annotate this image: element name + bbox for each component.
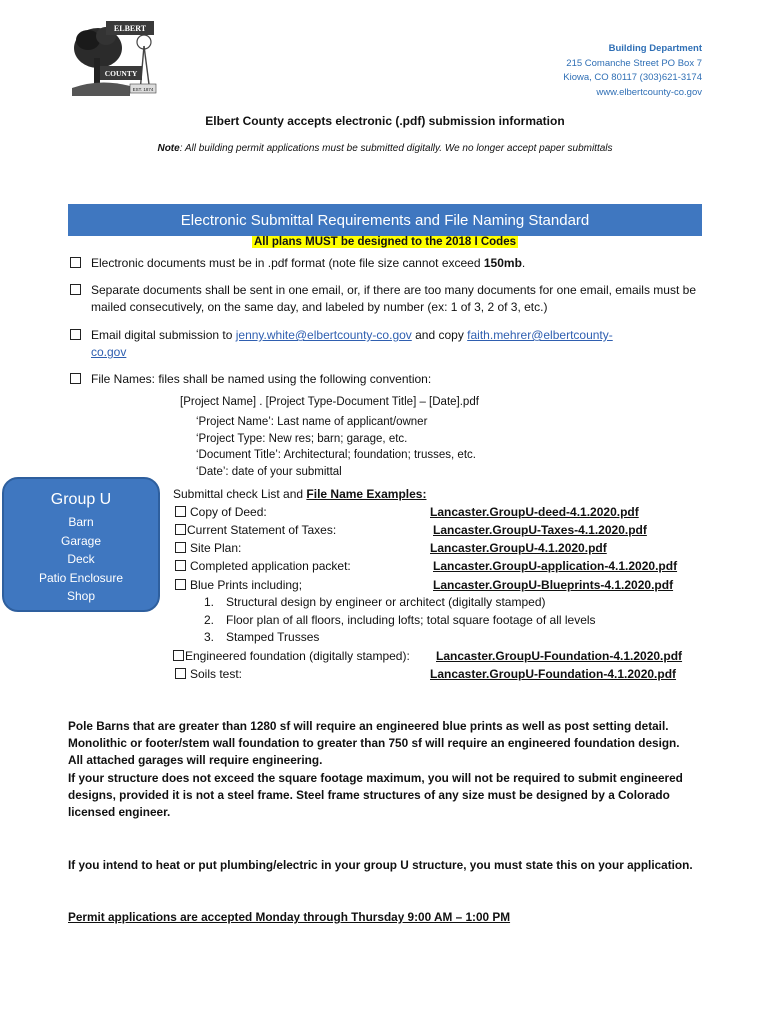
section-banner: Electronic Submittal Requirements and File Naming Standard	[68, 204, 702, 236]
group-u-title: Group U	[50, 491, 112, 508]
address-line-2: Kiowa, CO 80117 (303)621-3174	[563, 72, 702, 83]
convention-document-title: ‘Document Title’: Architectural; foundation; trusses, etc.	[196, 449, 476, 461]
group-u-item: Garage	[60, 533, 102, 548]
sublist-text: Stamped Trusses	[226, 630, 320, 644]
group-u-item: Patio Enclosure	[38, 570, 124, 585]
checkbox[interactable]	[175, 542, 186, 553]
checklist-label: Copy of Deed:	[190, 505, 267, 519]
group-u-item: Barn	[68, 515, 94, 529]
checklist-row	[175, 557, 351, 575]
sublist-number: 1.	[204, 595, 215, 609]
sublist-text: Structural design by engineer or architect (digitally stamped)	[226, 595, 546, 609]
checklist-row	[175, 665, 242, 683]
convention-project-type: ‘Project Type: New res; barn; garage, etc.	[196, 432, 408, 445]
pole-barn-paragraph	[68, 718, 708, 821]
group-u-item: Deck	[67, 552, 95, 566]
requirement-text: File Names: files shall be named using the following convention:	[91, 372, 432, 386]
requirement-text	[91, 327, 701, 361]
checkbox[interactable]	[70, 257, 81, 268]
sublist-number: 2.	[204, 612, 215, 627]
file-name-example: Lancaster.GroupU-Foundation-4.1.2020.pdf	[430, 667, 677, 681]
note-label: Note	[157, 143, 180, 154]
code-highlight-text: All plans MUST be designed to the 2018 I Codes	[254, 236, 516, 248]
file-name-example: Lancaster.GroupU-Foundation-4.1.2020.pdf	[436, 649, 683, 663]
checkbox[interactable]	[175, 524, 186, 535]
checkbox[interactable]	[175, 506, 186, 517]
sublist-item	[204, 612, 596, 630]
req1-bold: 150mb	[483, 256, 522, 270]
sublist-item	[204, 629, 596, 647]
requirement-text	[91, 255, 701, 272]
permit-hours: Permit applications are accepted Monday through Thursday 9:00 AM – 1:00 PM	[68, 910, 511, 924]
logo-line1: ELBERT	[113, 24, 147, 33]
req1-end: .	[521, 256, 526, 270]
paragraph-garages: All attached garages will require engineering.	[68, 753, 323, 768]
checklist-row	[175, 539, 241, 557]
file-name-example: Lancaster.GroupU-Blueprints-4.1.2020.pdf	[433, 578, 674, 592]
req1-text: Electronic documents must be in .pdf format (note file size cannot exceed	[91, 256, 484, 270]
elbert-county-logo	[70, 18, 162, 96]
file-name-example: Lancaster.GroupU-deed-4.1.2020.pdf	[430, 505, 639, 519]
email-link-jenny[interactable]: jenny.white@elbertcounty-co.gov	[235, 328, 412, 342]
email2-part1: faith.mehrer@elbertcounty-	[467, 328, 613, 342]
logo-est: EST. 1874	[132, 87, 154, 92]
website[interactable]: www.elbertcounty-co.gov	[596, 86, 702, 98]
checklist-label: Engineered foundation (digitally stamped):	[185, 649, 410, 663]
checklist-label: Site Plan:	[190, 541, 242, 555]
checklist-label: Current Statement of Taxes:	[187, 523, 337, 537]
address-line-1: 215 Comanche Street PO Box 7	[566, 57, 702, 69]
checklist-heading-text: Submittal check List and	[173, 487, 307, 501]
naming-pattern: [Project Name] . [Project Type-Document Title] – [Date].pdf	[180, 396, 479, 408]
blueprint-sublist	[204, 594, 596, 647]
note-text: : All building permit applications must be submitted digitally. We no longer accept paper submittals	[179, 143, 613, 154]
sublist-text: Floor plan of all floors, including lofts; total square footage of all levels	[226, 612, 596, 627]
checklist-label: Completed application packet:	[190, 559, 351, 573]
code-highlight	[0, 236, 770, 248]
checklist-heading	[173, 485, 426, 503]
file-name-example: Lancaster.GroupU-Taxes-4.1.2020.pdf	[433, 523, 647, 537]
checkbox[interactable]	[70, 373, 81, 384]
checklist-row	[175, 521, 336, 539]
checklist-row	[175, 576, 302, 594]
checklist-row	[173, 647, 410, 665]
checklist-row	[175, 503, 267, 521]
paragraph-pole-barns: Pole Barns that are greater than 1280 sf will require an engineered blue prints as well as post setting detail. Monolithic or footer/stem wall foundation to greater than 750 sf will require an engineered foundation design.	[68, 719, 680, 751]
requirement-file-names	[70, 371, 710, 388]
paragraph-square-footage: If your structure does not exceed the square footage maximum, you will not be required to submit engineered designs, provided it is not a steel frame. Steel frame structures of any size must be designed by a Colorado licensed engineer.	[68, 770, 683, 820]
logo-line2: COUNTY	[104, 69, 138, 78]
sublist-number: 3.	[204, 630, 215, 644]
checkbox[interactable]	[70, 329, 81, 340]
paragraph-heat-plumbing: If you intend to heat or put plumbing/electric in your group U structure, you must state this on your application.	[68, 858, 693, 872]
checkbox[interactable]	[175, 579, 186, 590]
email2-part2: co.gov	[91, 345, 127, 359]
page-title: Elbert County accepts electronic (.pdf) submission information	[205, 114, 565, 128]
requirement-separate-docs	[70, 282, 710, 316]
requirement-text: Separate documents shall be sent in one email, or, if there are too many documents for one email, emails must be mailed consecutively, on the same day, and labeled by number (ex: 1 of 3, 2 of 3, etc.)	[91, 283, 696, 314]
requirement-email	[70, 327, 710, 361]
group-u-callout	[2, 477, 160, 612]
checkbox[interactable]	[175, 560, 186, 571]
checklist-label: Blue Prints including;	[190, 578, 303, 592]
file-name-example: Lancaster.GroupU-application-4.1.2020.pdf	[433, 559, 678, 573]
checkbox[interactable]	[70, 284, 81, 295]
group-u-item: Shop	[66, 589, 96, 603]
checklist-label: Soils test:	[190, 667, 243, 681]
sublist-item	[204, 594, 596, 612]
convention-date: ‘Date’: date of your submittal	[196, 465, 342, 478]
checkbox[interactable]	[175, 668, 186, 679]
file-name-example: Lancaster.GroupU-4.1.2020.pdf	[430, 541, 607, 555]
department-name: Building Department	[608, 43, 702, 54]
checkbox[interactable]	[173, 650, 184, 661]
convention-project-name: ‘Project Name’: Last name of applicant/owner	[196, 416, 428, 428]
req3-mid: and copy	[411, 328, 468, 342]
convention-list	[196, 414, 476, 480]
note	[0, 143, 770, 154]
checklist-heading-underlined: File Name Examples:	[306, 487, 427, 501]
requirement-pdf-format	[70, 255, 710, 272]
department-address	[563, 42, 702, 100]
req3-text: Email digital submission to	[91, 328, 236, 342]
